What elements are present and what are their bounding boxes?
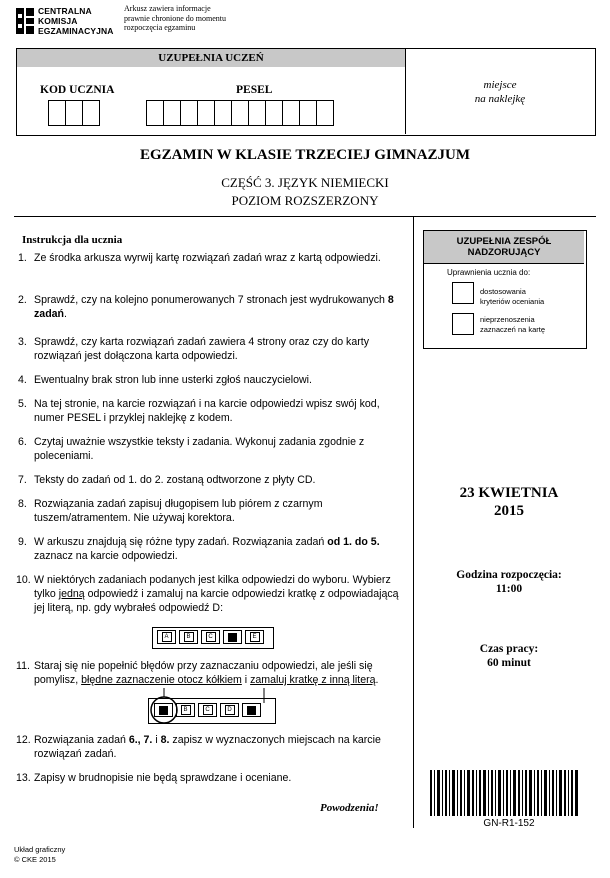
- item-text-part: i: [152, 734, 161, 746]
- supervisor-band-rule: [424, 263, 584, 264]
- instructions-heading: Instrukcja dla ucznia: [22, 234, 123, 246]
- answer-option-c[interactable]: [198, 703, 217, 717]
- item-number: 13.: [16, 772, 31, 784]
- supervisor-band-line-2: NADZORUJĄCY: [467, 247, 541, 258]
- permission-label-line: nieprzenoszenia: [480, 315, 535, 324]
- item-text-part: i: [241, 674, 251, 686]
- notice-line-2: prawnie chronione do momentu: [124, 13, 226, 23]
- item-text-part: .: [375, 674, 379, 686]
- item-text-underlined: błędne zaznaczenie otocz kółkiem: [81, 674, 242, 686]
- item-number: 4.: [18, 374, 27, 386]
- footer-credit: [14, 845, 65, 864]
- item-number: 1.: [18, 252, 27, 264]
- item-text-underlined: jedną: [58, 588, 85, 600]
- exam-date: [414, 484, 604, 520]
- work-time-label: Czas pracy:: [479, 643, 539, 655]
- work-time: [414, 642, 604, 670]
- exam-level: POZIOM ROZSZERZONY: [231, 193, 379, 208]
- student-code-label: KOD UCZNIA: [40, 84, 115, 96]
- start-time-value: 11:00: [495, 583, 523, 595]
- sticker-line-2: na naklejkę: [474, 92, 526, 105]
- sticker-line-1: miejsce: [483, 78, 517, 91]
- item-text-part: Staraj się nie popełnić błędów przy zaznaczaniu odpowiedzi, ale jeśli się pomylisz,: [34, 660, 373, 686]
- permission-label-line: dostosowania: [480, 287, 526, 296]
- option-letter: B: [181, 705, 191, 715]
- item-text-underlined: zamaluj kratkę z inną literą: [250, 674, 376, 686]
- option-letter: A: [162, 632, 172, 642]
- item-number: 8.: [18, 498, 27, 510]
- item-number: 5.: [18, 398, 27, 410]
- item-number: 12.: [16, 734, 31, 746]
- permissions-heading: Uprawnienia ucznia do:: [447, 268, 531, 277]
- item-text-bold: 8.: [160, 734, 170, 746]
- pesel-label: PESEL: [236, 84, 273, 96]
- correction-answer-row: [154, 703, 264, 717]
- permission-checkbox-criteria[interactable]: [452, 282, 474, 304]
- permission-label-transfer: [480, 315, 545, 334]
- item-text: Ewentualny brak stron lub inne usterki zgłoś nauczycielowi.: [34, 374, 312, 386]
- item-number: 10.: [16, 574, 31, 586]
- item-text-part: zaznacz na karcie odpowiedzi.: [34, 550, 178, 562]
- filled-box-icon: [159, 706, 168, 715]
- supervisor-band: [424, 231, 584, 263]
- footer-line-2: © CKE 2015: [14, 854, 56, 864]
- item-text-part: Sprawdź, czy na kolejno ponumerowanych 7 stronach jest wydrukowanych: [34, 294, 388, 306]
- logo-line-2: KOMISJA: [38, 16, 78, 26]
- item-text: Rozwiązania zadań zapisuj długopisem lub piórem z czarnym tuszem/atramentem. Nie używaj korektora.: [34, 498, 323, 524]
- item-text-part: zapisz w wyznaczonych miejscach na karcie rozwiązań zadań.: [34, 734, 381, 760]
- item-text-part: odpowiedź i zamaluj na karcie odpowiedzi kratkę z odpowiadającą jej literą, np. gdy wybrałeś odpowiedź D:: [34, 588, 399, 614]
- answer-option-e-filled[interactable]: [242, 703, 261, 717]
- item-number: 7.: [18, 474, 27, 486]
- filled-box-icon: [247, 706, 256, 715]
- exam-date-year: 2015: [494, 503, 524, 519]
- permission-checkbox-transfer[interactable]: [452, 313, 474, 335]
- item-text-bold: 8 zadań: [34, 294, 394, 320]
- student-band: UZUPEŁNIA UCZEŃ: [17, 49, 405, 67]
- supervisor-band-line-1: UZUPEŁNIA ZESPÓŁ: [456, 236, 552, 247]
- item-number: 9.: [18, 536, 27, 548]
- answer-option-d[interactable]: [220, 703, 239, 717]
- item-text: Ze środka arkusza wyrwij kartę rozwiązań zadań wraz z kartą odpowiedzi.: [34, 252, 381, 264]
- notice-line-3: rozpoczęcia egzaminu: [124, 23, 196, 32]
- footer-line-1: Układ graficzny: [14, 845, 66, 854]
- start-time: [414, 568, 604, 596]
- answer-option-b[interactable]: [176, 703, 195, 717]
- item-text: Na tej stronie, na karcie rozwiązań i na karcie odpowiedzi wpisz swój kod, numer PESEL i przyklej naklejkę z kodem.: [34, 398, 380, 424]
- exam-date-day: 23 KWIETNIA: [459, 485, 559, 501]
- item-text-part: W arkuszu znajdują się różne typy zadań. Rozwiązania zadań: [34, 536, 328, 548]
- item-text-part: .: [64, 308, 67, 320]
- item-number: 6.: [18, 436, 27, 448]
- permission-label-criteria: [480, 287, 544, 306]
- logo-line-3: EGZAMINACYJNA: [38, 26, 114, 36]
- work-time-value: 60 minut: [487, 657, 531, 669]
- item-text-bold: 6., 7.: [128, 734, 153, 746]
- item-number: 2.: [18, 294, 27, 306]
- item-text: Sprawdź, czy karta rozwiązań zadań zawiera 4 strony oraz czy do karty rozwiązań jest dołączona karta odpowiedzi.: [34, 336, 370, 362]
- logo-line-1: CENTRALNA: [38, 6, 92, 16]
- permission-label-line: kryteriów oceniania: [480, 296, 545, 306]
- sheet-code: GN-R1-152: [483, 818, 535, 829]
- item-text: Teksty do zadań od 1. do 2. zostaną odtworzone z płyty CD.: [34, 474, 316, 486]
- item-text: Czytaj uważnie wszystkie teksty i zadania. Wykonuj zadania zgodnie z poleceniami.: [34, 436, 365, 462]
- exam-title: EGZAMIN W KLASIE TRZECIEJ GIMNAZJUM: [139, 147, 471, 163]
- permission-label-line: zaznaczeń na kartę: [480, 324, 546, 334]
- option-letter: B: [184, 632, 194, 642]
- item-number: 11.: [16, 660, 30, 672]
- item-text: Zapisy w brudnopisie nie będą sprawdzane i oceniane.: [34, 772, 292, 784]
- option-letter: C: [203, 705, 213, 715]
- item-text-part: Rozwiązania zadań: [34, 734, 129, 746]
- item-number: 3.: [18, 336, 27, 348]
- notice-line-1: Arkusz zawiera informacje: [124, 4, 211, 13]
- option-letter: E: [250, 632, 260, 642]
- good-luck-text: Powodzenia!: [320, 802, 379, 814]
- item-text-part: W niektórych zadaniach podanych jest kilka odpowiedzi do wyboru. Wybierz tylko: [34, 574, 391, 600]
- exam-part: CZĘŚĆ 3. JĘZYK NIEMIECKI: [221, 175, 389, 190]
- start-time-label: Godzina rozpoczęcia:: [456, 569, 562, 581]
- barcode-icon: [430, 770, 578, 816]
- option-letter-d: D: [225, 705, 235, 715]
- option-letter: C: [206, 632, 216, 642]
- answer-option-a-crossed[interactable]: [154, 703, 173, 717]
- item-text-bold: od 1. do 5.: [327, 536, 380, 548]
